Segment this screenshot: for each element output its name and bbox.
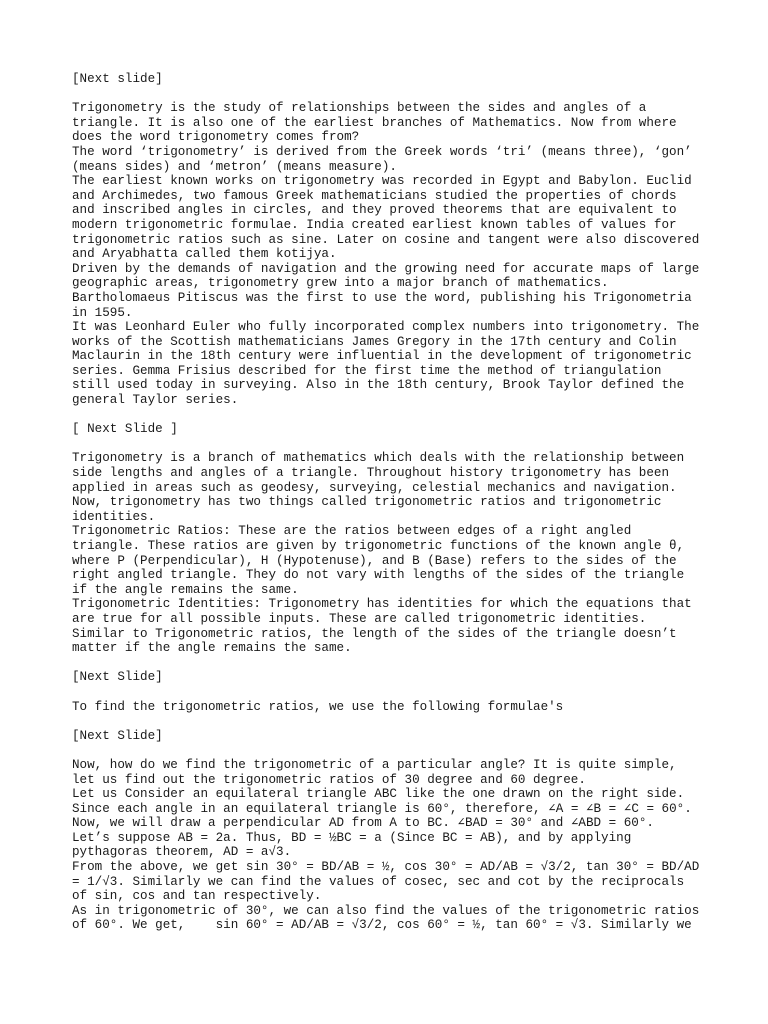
text-line: To find the trigonometric ratios, we use the following formulae's (72, 699, 564, 714)
text-line: in 1595. (72, 305, 133, 320)
blank-line (72, 685, 712, 700)
text-line: It was Leonhard Euler who fully incorporated complex numbers into trigonometry. The (72, 320, 700, 335)
blank-line (72, 408, 712, 423)
text-line: Let us Consider an equilateral triangle ABC like the one drawn on the right side. (72, 787, 685, 802)
text-line: triangle. It is also one of the earliest branches of Mathematics. Now from where (72, 115, 677, 130)
text-line: side lengths and angles of a triangle. Throughout history trigonometry has been (72, 466, 670, 481)
blank-line (72, 656, 712, 671)
text-line: Bartholomaeus Pitiscus was the first to use the word, publishing his Trigonometria (72, 290, 692, 305)
text-line: still used today in surveying. Also in the 18th century, Brook Taylor defined the (72, 378, 685, 393)
text-line: if the angle remains the same. (72, 582, 299, 597)
text-line: of sin, cos and tan respectively. (72, 889, 322, 904)
text-line: trigonometric ratios such as sine. Later on cosine and tangent were also discovered (72, 232, 700, 247)
text-line: Trigonometry is a branch of mathematics which deals with the relationship between (72, 451, 685, 466)
document-page (72, 72, 712, 933)
text-line: The earliest known works on trigonometry was recorded in Egypt and Babylon. Euclid (72, 174, 692, 189)
text-line: series. Gemma Frisius described for the first time the method of triangulation (72, 363, 662, 378)
text-line: Trigonometric Identities: Trigonometry has identities for which the equations that (72, 597, 692, 612)
text-line: Trigonometry is the study of relationships between the sides and angles of a (72, 101, 647, 116)
text-line: does the word trigonometry comes from? (72, 130, 360, 145)
text-line: of 60°. We get, sin 60° = AD/AB = √3/2, cos 60° = ½, tan 60° = √3. Similarly we (72, 918, 692, 933)
blank-line (72, 743, 712, 758)
text-line: [Next Slide] (72, 728, 163, 743)
text-line: The word ‘trigonometry’ is derived from the Greek words ‘tri’ (means three), ‘gon’ (72, 144, 692, 159)
text-line: and inscribed angles in circles, and they proved theorems that are equivalent to (72, 203, 677, 218)
text-line: and Aryabhatta called them kotijya. (72, 247, 337, 262)
text-line: are true for all possible inputs. These are called trigonometric identities. (72, 611, 647, 626)
text-line: (means sides) and ‘metron’ (means measure). (72, 159, 397, 174)
blank-line (72, 437, 712, 452)
text-line: Trigonometric Ratios: These are the ratios between edges of a right angled (72, 524, 632, 539)
text-line: identities. (72, 509, 156, 524)
text-line: geographic areas, trigonometry grew into a major branch of mathematics. (72, 276, 609, 291)
text-line: and Archimedes, two famous Greek mathematicians studied the properties of chords (72, 188, 677, 203)
text-line: Now, trigonometry has two things called trigonometric ratios and trigonometric (72, 495, 662, 510)
text-line: general Taylor series. (72, 393, 239, 408)
text-line: [Next slide] (72, 72, 163, 86)
text-line: modern trigonometric formulae. India created earliest known tables of values for (72, 217, 677, 232)
text-line: Now, we will draw a perpendicular AD from A to BC. ∠BAD = 30° and ∠ABD = 60°. (72, 816, 654, 831)
text-line: triangle. These ratios are given by trigonometric functions of the known angle θ, (72, 539, 685, 553)
blank-line (72, 87, 712, 102)
text-line: Maclaurin in the 18th century were influential in the development of trigonometric (72, 349, 692, 364)
text-line: matter if the angle remains the same. (72, 641, 352, 656)
text-line: where P (Perpendicular), H (Hypotenuse), and B (Base) refers to the sides of the (72, 553, 677, 568)
text-line: Since each angle in an equilateral triangle is 60°, therefore, ∠A = ∠B = ∠C = 60°. (72, 801, 692, 816)
text-line: [Next Slide] (72, 670, 163, 685)
text-line: right angled triangle. They do not vary with lengths of the sides of the triangle (72, 568, 685, 583)
text-line: = 1/√3. Similarly we can find the values of cosec, sec and cot by the reciprocals (72, 874, 685, 889)
text-line: From the above, we get sin 30° = BD/AB = ½, cos 30° = AD/AB = √3/2, tan 30° = BD/AD (72, 860, 700, 875)
blank-line (72, 714, 712, 729)
text-line: Similar to Trigonometric ratios, the length of the sides of the triangle doesn’t (72, 626, 677, 641)
text-line: Driven by the demands of navigation and the growing need for accurate maps of large (72, 261, 700, 276)
text-line: Let’s suppose AB = 2a. Thus, BD = ½BC = a (Since BC = AB), and by applying (72, 830, 632, 845)
text-line: Now, how do we find the trigonometric of a particular angle? It is quite simple, (72, 757, 677, 772)
text-line: [ Next Slide ] (72, 422, 178, 437)
text-line: As in trigonometric of 30°, we can also find the values of the trigonometric ratios (72, 903, 700, 918)
text-line: applied in areas such as geodesy, surveying, celestial mechanics and navigation. (72, 480, 677, 495)
text-line: works of the Scottish mathematicians James Gregory in the 17th century and Colin (72, 334, 677, 349)
text-line: let us find out the trigonometric ratios of 30 degree and 60 degree. (72, 772, 586, 787)
text-line: pythagoras theorem, AD = a√3. (72, 845, 292, 860)
